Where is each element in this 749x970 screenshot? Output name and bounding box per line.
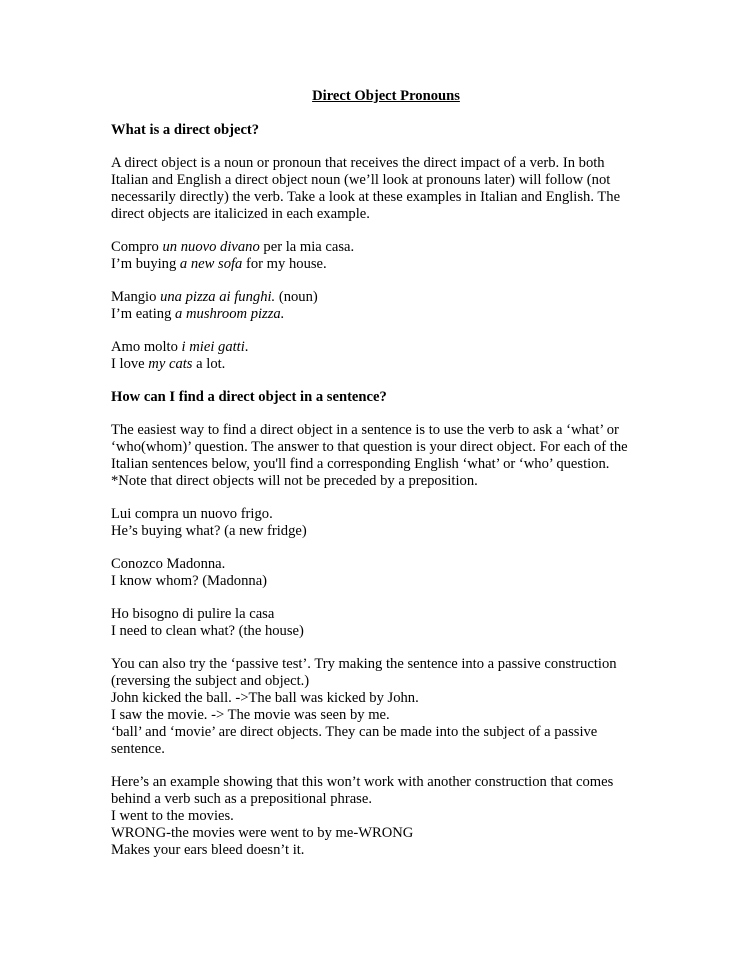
paragraph-line: John kicked the ball. ->The ball was kicked by John. (111, 690, 419, 706)
direct-object: i miei gatti (181, 339, 245, 355)
direct-object: una pizza ai funghi. (160, 289, 276, 305)
method-paragraph (111, 422, 651, 490)
english-question: He’s buying what? (a new fridge) (111, 523, 307, 539)
paragraph-line: ‘ball’ and ‘movie’ are direct objects. They can be made into the subject of a passive (111, 724, 598, 740)
direct-object: my cats (148, 356, 193, 372)
paragraph-line: Here’s an example showing that this won’t work with another construction that comes (111, 774, 614, 790)
page-title: Direct Object Pronouns (312, 88, 460, 104)
paragraph-line: direct objects are italicized in each example. (111, 206, 370, 222)
example-pizza (111, 289, 651, 323)
italian-sentence: Ho bisogno di pulire la casa (111, 606, 275, 622)
paragraph-line: Italian and English a direct object noun (we’ll look at pronouns later) will follow (not (111, 172, 611, 188)
paragraph-line: sentence. (111, 741, 165, 757)
italian-sentence: Mangio una pizza ai funghi. (noun) (111, 289, 318, 305)
english-question: I know whom? (Madonna) (111, 573, 268, 589)
paragraph-line: I went to the movies. (111, 808, 234, 824)
english-sentence: I’m eating a mushroom pizza. (111, 306, 285, 322)
italian-sentence: Amo molto i miei gatti. (111, 339, 249, 355)
paragraph-line: You can also try the ‘passive test’. Try making the sentence into a passive construction (111, 656, 617, 672)
passive-test-paragraph (111, 656, 651, 758)
direct-object: a new sofa (179, 256, 243, 272)
italian-sentence: Compro un nuovo divano per la mia casa. (111, 239, 355, 255)
section-heading-what-is: What is a direct object? (111, 122, 260, 138)
paragraph-line: (reversing the subject and object.) (111, 673, 310, 689)
section-heading-how-find: How can I find a direct object in a sentence? (111, 389, 387, 405)
english-sentence: I’m buying a new sofa for my house. (111, 256, 327, 272)
paragraph-line: Makes your ears bleed doesn’t it. (111, 842, 305, 858)
paragraph-line: A direct object is a noun or pronoun that receives the direct impact of a verb. In both (111, 155, 605, 171)
counter-example-paragraph (111, 774, 651, 859)
example-sofa (111, 239, 651, 273)
direct-object: a mushroom pizza. (175, 306, 285, 322)
document-page (111, 88, 651, 875)
paragraph-line: The easiest way to find a direct object in a sentence is to use the verb to ask a ‘what’ or (111, 422, 619, 438)
paragraph-line: behind a verb such as a prepositional phrase. (111, 791, 372, 807)
english-sentence: I love my cats a lot. (111, 356, 226, 372)
example-madonna (111, 556, 651, 590)
paragraph-line: Italian sentences below, you'll find a corresponding English ‘what’ or ‘who’ question. (111, 456, 610, 472)
paragraph-line: I saw the movie. -> The movie was seen by me. (111, 707, 390, 723)
direct-object: un nuovo divano (162, 239, 260, 255)
english-question: I need to clean what? (the house) (111, 623, 304, 639)
example-fridge (111, 506, 651, 540)
example-cats (111, 339, 651, 373)
paragraph-line: ‘who(whom)’ question. The answer to that question is your direct object. For each of the (111, 439, 628, 455)
italian-sentence: Conozco Madonna. (111, 556, 226, 572)
paragraph-line: WRONG-the movies were went to by me-WRONG (111, 825, 414, 841)
italian-sentence: Lui compra un nuovo frigo. (111, 506, 273, 522)
example-house (111, 606, 651, 640)
paragraph-line: necessarily directly) the verb. Take a look at these examples in Italian and English. The (111, 189, 621, 205)
paragraph-line: *Note that direct objects will not be preceded by a preposition. (111, 473, 478, 489)
intro-paragraph (111, 155, 651, 223)
